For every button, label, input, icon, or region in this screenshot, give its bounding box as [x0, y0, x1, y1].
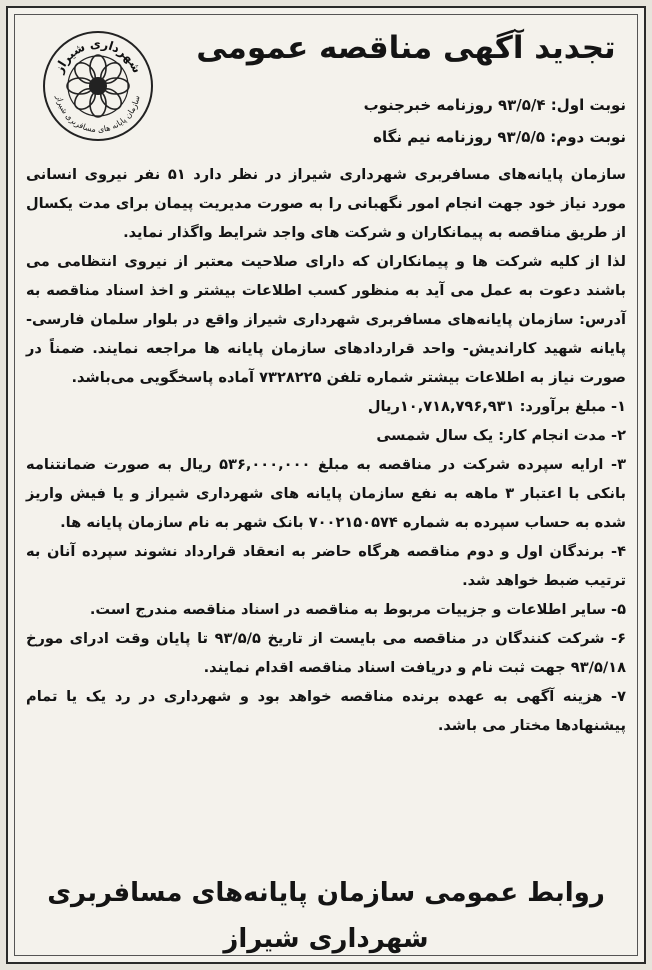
invitation-paragraph: لذا از کلیه شرکت ها و پیمانکاران که دارای صلاحیت معتبر از نیروی انتظامی می باشند دعوت به عمل می آید به منظور کسب اطلاعات بیشتر و اخذ اسناد مناقصه به آدرس: سازمان پایانه‌های مسافربری شهرداری شیراز واقع در بلوار سلمان فارسی- پایانه شهید کاراندیش- واحد قراردادهای سازمان پایانه ها مراجعه نمایند. ضمناً در صورت نیاز به اطلاعات بیشتر شماره تلفن ۷۳۲۸۲۲۵ آماده پاسخگویی می‌باشد.	[26, 253, 626, 386]
item-deposit: ۳- ارایه سپرده شرکت در مناقصه به مبلغ ۵۳۶,۰۰۰,۰۰۰ ریال به صورت ضمانتنامه بانکی با اعتبار ۳ ماهه به نفع سازمان پایانه های شهرداری شیراز و یا فیش واریز شده به حساب سپرده به شماره ۷۰۰۲۱۵۰۵۷۴ بانک شهر به نام سازمان پایانه ها.	[26, 456, 626, 531]
item-duration: ۲- مدت انجام کار: یک سال شمسی	[376, 427, 626, 444]
item-estimate: ۱- مبلغ برآورد: ۱۰,۷۱۸,۷۹۶,۹۳۱ریال	[367, 398, 626, 415]
newspaper-clipping	[6, 6, 646, 964]
intro-paragraph: سازمان پایانه‌های مسافربری شهرداری شیراز در نظر دارد ۵۱ نفر نیروی انسانی مورد نیاز خود جهت انجام امور نگهبانی را به صورت مدیریت پیمان برای مدت یکسال از طریق مناقصه به پیمانکاران و شرکت های واجد شرایط واگذار نماید.	[26, 166, 626, 241]
item-details: ۵- سایر اطلاعات و جزییات مربوط به مناقصه در اسناد مناقصه مندرج است.	[89, 601, 626, 618]
first-publication: نوبت اول: ۹۳/۵/۴ روزنامه خبرجنوب	[363, 96, 626, 114]
notice-footer	[18, 870, 634, 962]
footer-line-2: شهرداری شیراز	[223, 924, 429, 954]
item-registration: ۶- شرکت کنندگان در مناقصه می بایست از تاریخ ۹۳/۵/۵ تا پایان وقت ادرای مورخ ۹۳/۵/۱۸ جهت ثبت نام و دریافت اسناد مناقصه اقدام نمایند.	[26, 630, 626, 676]
footer-line-1: روابط عمومی سازمان پایانه‌های مسافربری	[47, 878, 605, 908]
notice-title: تجدید آگهی مناقصه عمومی	[196, 30, 616, 66]
item-forfeit: ۴- برندگان اول و دوم مناقصه هرگاه حاضر به انعقاد قرارداد نشوند سپرده آنان به ترتیب ضبط خواهد شد.	[26, 543, 626, 589]
svg-text:شهرداری شیراز: شهرداری شیراز	[51, 36, 145, 76]
second-publication: نوبت دوم: ۹۳/۵/۵ روزنامه نیم نگاه	[373, 128, 626, 146]
svg-text:سازمان پایانه های مسافربری شیر: سازمان پایانه های مسافربری شیراز	[54, 94, 142, 135]
municipality-logo	[42, 30, 154, 142]
notice-body	[26, 160, 626, 740]
item-cost: ۷- هزینه آگهی به عهده برنده مناقصه خواهد بود و شهرداری در رد یک یا تمام پیشنهادها مختار می باشد.	[26, 688, 626, 734]
